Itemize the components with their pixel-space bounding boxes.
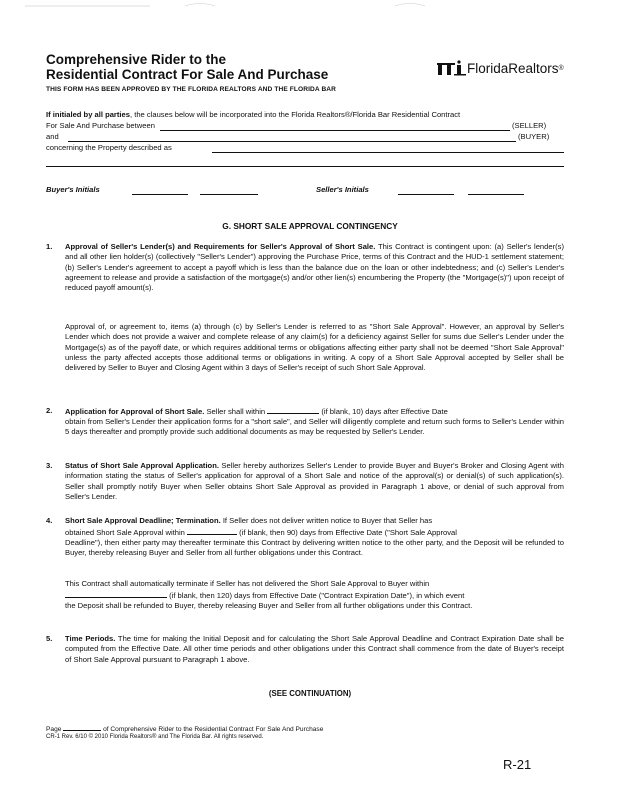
seller-initials-field-2[interactable]	[468, 194, 524, 195]
page-number-field[interactable]	[63, 724, 101, 731]
seller-name-field[interactable]	[160, 130, 510, 131]
property-label: concerning the Property described as	[46, 143, 172, 152]
florida-realtors-logo	[437, 60, 564, 76]
intro-initialed: If initialed by all parties	[46, 110, 130, 119]
p4-line2-pre: obtained Short Sale Approval within	[65, 528, 188, 537]
and-label: and	[46, 132, 59, 141]
page-title	[46, 52, 328, 82]
p5-text	[65, 634, 564, 665]
p1-body: This Contract is contingent upon: (a) Seller's lender(s) and all other lien holder(s) (collectively "Seller's Lender") approving the Purchase Price, terms of this Contract and the HUD-1 settlement statement; (b) Seller's Lender's agreement to accept a payoff which is less than the balance due on the loan or other indebtedness; and (c) Seller's Lender's agreement to release and provide a satisfaction of the mortgage(s) and/or other lien(s) encumbering the Property (the "Mortgage(s)") upon receipt of reduced payoff amount(s).	[65, 242, 564, 293]
title-line-2: Residential Contract For Sale And Purchase	[46, 67, 329, 82]
buyer-initials-field-1[interactable]	[132, 194, 188, 195]
p4b-line-2	[65, 590, 564, 601]
p3-text	[65, 461, 564, 502]
section-title: G. SHORT SALE APPROVAL CONTINGENCY	[222, 221, 398, 231]
p4-line1: If Seller does not deliver written notice to Buyer that Seller has	[220, 516, 433, 525]
p5-body: The time for making the Initial Deposit and for calculating the Short Sale Approval Deadline and Contract Expiration Date shall be computed from the Effective Date. All other time periods and other obligations under this Contract shall commence from the date of Buyer's receipt of Short Sale Approval pursuant to Paragraph 1 above.	[65, 634, 564, 664]
p1-number: 1.	[46, 242, 53, 251]
p2-heading: Application for Approval of Short Sale.	[65, 407, 205, 416]
logo-wordmark: FloridaRealtors	[467, 60, 559, 76]
title-line-1: Comprehensive Rider to the	[46, 52, 227, 67]
seller-initials-label: Seller's Initials	[316, 185, 369, 194]
p4-days-field[interactable]	[187, 527, 237, 535]
seller-initials-field-1[interactable]	[398, 194, 454, 195]
p4-number: 4.	[46, 516, 53, 525]
p4b-days-field[interactable]	[65, 590, 167, 598]
realtors-logo-icon	[437, 60, 467, 76]
buyer-initials-field-2[interactable]	[200, 194, 258, 195]
p2-days-field[interactable]	[267, 406, 319, 414]
p2-pre: Seller shall within	[204, 407, 268, 416]
p3-number: 3.	[46, 461, 53, 470]
form-number: R-21	[503, 757, 532, 772]
footer-page-label: Page	[46, 726, 62, 733]
p4b-line-1: This Contract shall automatically terminate if Seller has not delivered the Short Sale Approval to Buyer within	[65, 579, 430, 588]
approval-notice: THIS FORM HAS BEEN APPROVED BY THE FLORIDA REALTORS AND THE FLORIDA BAR	[46, 86, 337, 93]
p4-line-2	[65, 527, 564, 538]
p2-post: (if blank, 10) days after Effective Date	[319, 407, 448, 416]
footer-revision: CR-1 Rev. 6/10 © 2010 Florida Realtors® and The Florida Bar. All rights reserved.	[46, 734, 264, 740]
p5-number: 5.	[46, 634, 53, 643]
p2-body: obtain from Seller's Lender their application forms for a "short sale", and Seller will diligently complete and return such forms to Seller's Lender within 5 days thereafter and promptly provide such additional documents as may be requested by Seller's Lender.	[65, 417, 564, 437]
p3-heading: Status of Short Sale Approval Application.	[65, 461, 219, 470]
intro-between-label: For Sale And Purchase between	[46, 121, 155, 130]
p4b-line2: (if blank, then 120) days from Effective Date ("Contract Expiration Date"), in which event	[167, 591, 465, 600]
p1-text	[65, 242, 564, 293]
p4b-body: the Deposit shall be refunded to Buyer, thereby releasing Buyer and Seller from all further obligations under this Contract.	[65, 601, 473, 610]
p4-body: Deadline"), then either party may thereafter terminate this Contract by delivering written notice to the other party, and the Deposit will be refunded to Buyer, thereby releasing Buyer and Seller from all further obligations under this Contract.	[65, 538, 564, 558]
seller-label: (SELLER)	[512, 121, 547, 130]
p1b-text: Approval of, or agreement to, items (a) through (c) by Seller's Lender is referred to as "Short Sale Approval". However, an approval by Seller's Lender which does not provide a waiver and complete release of any claim(s) for a deficiency against Seller for sums due Seller's Lender under the Mortgage(s) as of the payoff date, or which requires additional terms or obligations affecting either party shall not be deemed "Short Sale Approval" unless the party affected accepts those additional terms or obligations in writing. A copy of a Short Sale Approval accepted by Seller shall be delivered by Seller to Buyer and Closing Agent within 3 days of Seller's receipt of such Short Sale Approval.	[65, 322, 564, 373]
property-description-field-2[interactable]	[46, 166, 564, 167]
p2-line-1	[65, 406, 564, 417]
registered-mark: ®	[558, 64, 564, 72]
scan-artifact	[0, 0, 620, 14]
intro-line-1	[46, 110, 566, 121]
see-continuation: (SEE CONTINUATION)	[268, 689, 352, 698]
footer-page-post: of Comprehensive Rider to the Residential Contract For Sale And Purchase	[103, 726, 324, 733]
p1-heading: Approval of Seller's Lender(s) and Requirements for Seller's Approval of Short Sale.	[65, 242, 376, 251]
buyer-initials-label: Buyer's Initials	[46, 185, 100, 194]
p4-heading: Short Sale Approval Deadline; Termination.	[65, 516, 221, 525]
p4-line-1	[65, 516, 564, 526]
buyer-name-field[interactable]	[68, 141, 516, 142]
intro-line-1-rest: , the clauses below will be incorporated into the Florida Realtors®/Florida Bar Residential Contract	[129, 110, 461, 119]
p3-body: Seller hereby authorizes Seller's Lender to provide Buyer and Buyer's Broker and Closing Agent with information stating the status of Seller's application for approval of a Short Sale and notice of the approval(s) or denial(s) of such application(s). Seller shall promptly notify Buyer when Seller obtains Short Sale Approval as provided in Paragraph 1 above, or denial of such approval from Seller's Lender.	[65, 461, 565, 501]
p5-heading: Time Periods.	[65, 634, 116, 643]
p2-number: 2.	[46, 406, 53, 415]
property-description-field[interactable]	[212, 152, 564, 153]
p4-line2-post: (if blank, then 90) days from Effective Date ("Short Sale Approval	[237, 528, 457, 537]
buyer-label: (BUYER)	[518, 132, 550, 141]
